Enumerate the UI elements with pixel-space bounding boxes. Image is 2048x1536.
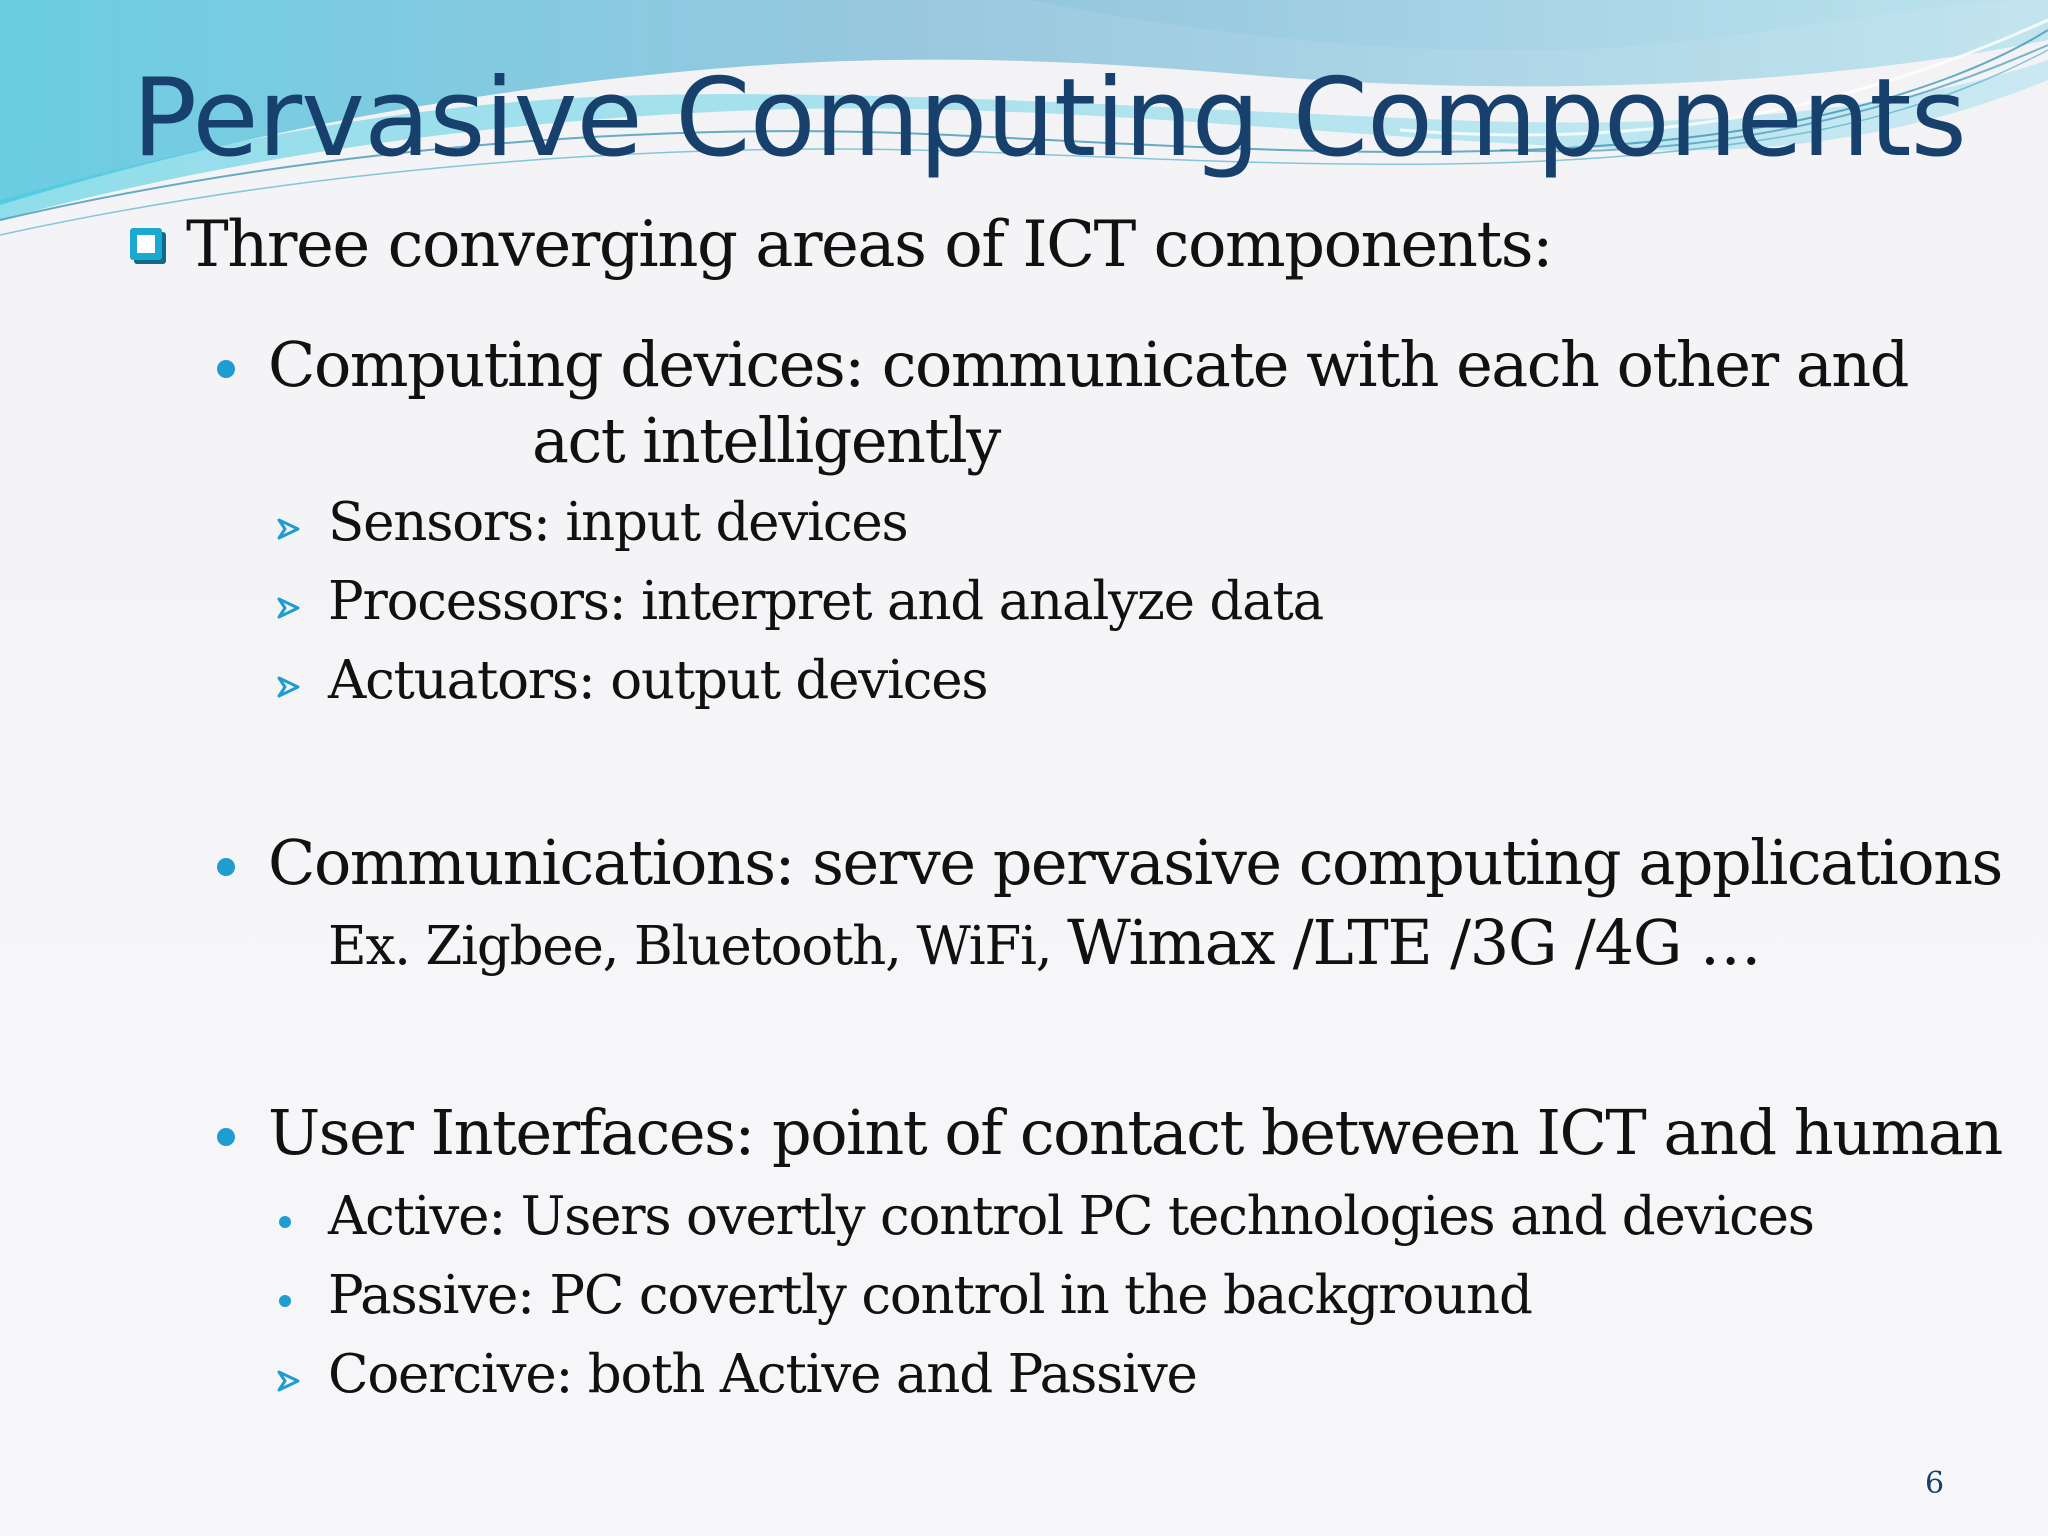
list-item-active: Active: Users overtly control PC technologies and devices [328, 1186, 1814, 1247]
section-computing-devices-heading-continued: act intelligently [532, 404, 1000, 477]
round-bullet-icon [279, 1295, 291, 1307]
list-item-passive: Passive: PC covertly control in the background [328, 1265, 1532, 1326]
hollow-square-icon [130, 228, 162, 260]
communications-example-suffix: Wimax /LTE /3G /4G … [1067, 906, 1761, 979]
slide-title: Pervasive Computing Components [132, 56, 1966, 181]
round-bullet-icon [217, 1128, 235, 1146]
page-number: 6 [1925, 1466, 1945, 1501]
list-item-processors: Processors: interpret and analyze data [328, 571, 1324, 632]
intro-text: Three converging areas of ICT components: [186, 208, 1553, 282]
communications-example-prefix: Ex. Zigbee, Bluetooth, WiFi, [328, 916, 1068, 977]
round-bullet-icon [217, 360, 235, 378]
arrow-bullet-icon [276, 516, 302, 542]
communications-example [328, 906, 1760, 979]
section-computing-devices-heading: Computing devices: communicate with each other and [268, 328, 1908, 401]
list-item-coercive: Coercive: both Active and Passive [328, 1344, 1197, 1405]
section-user-interfaces-heading: User Interfaces: point of contact between ICT and human [268, 1096, 2002, 1169]
list-item-actuators: Actuators: output devices [328, 650, 988, 711]
arrow-bullet-icon [276, 674, 302, 700]
round-bullet-icon [217, 858, 235, 876]
arrow-bullet-icon [276, 1368, 302, 1394]
section-communications-heading: Communications: serve pervasive computing applications [268, 826, 2002, 899]
round-bullet-icon [279, 1216, 291, 1228]
list-item-sensors: Sensors: input devices [328, 492, 908, 553]
arrow-bullet-icon [276, 595, 302, 621]
